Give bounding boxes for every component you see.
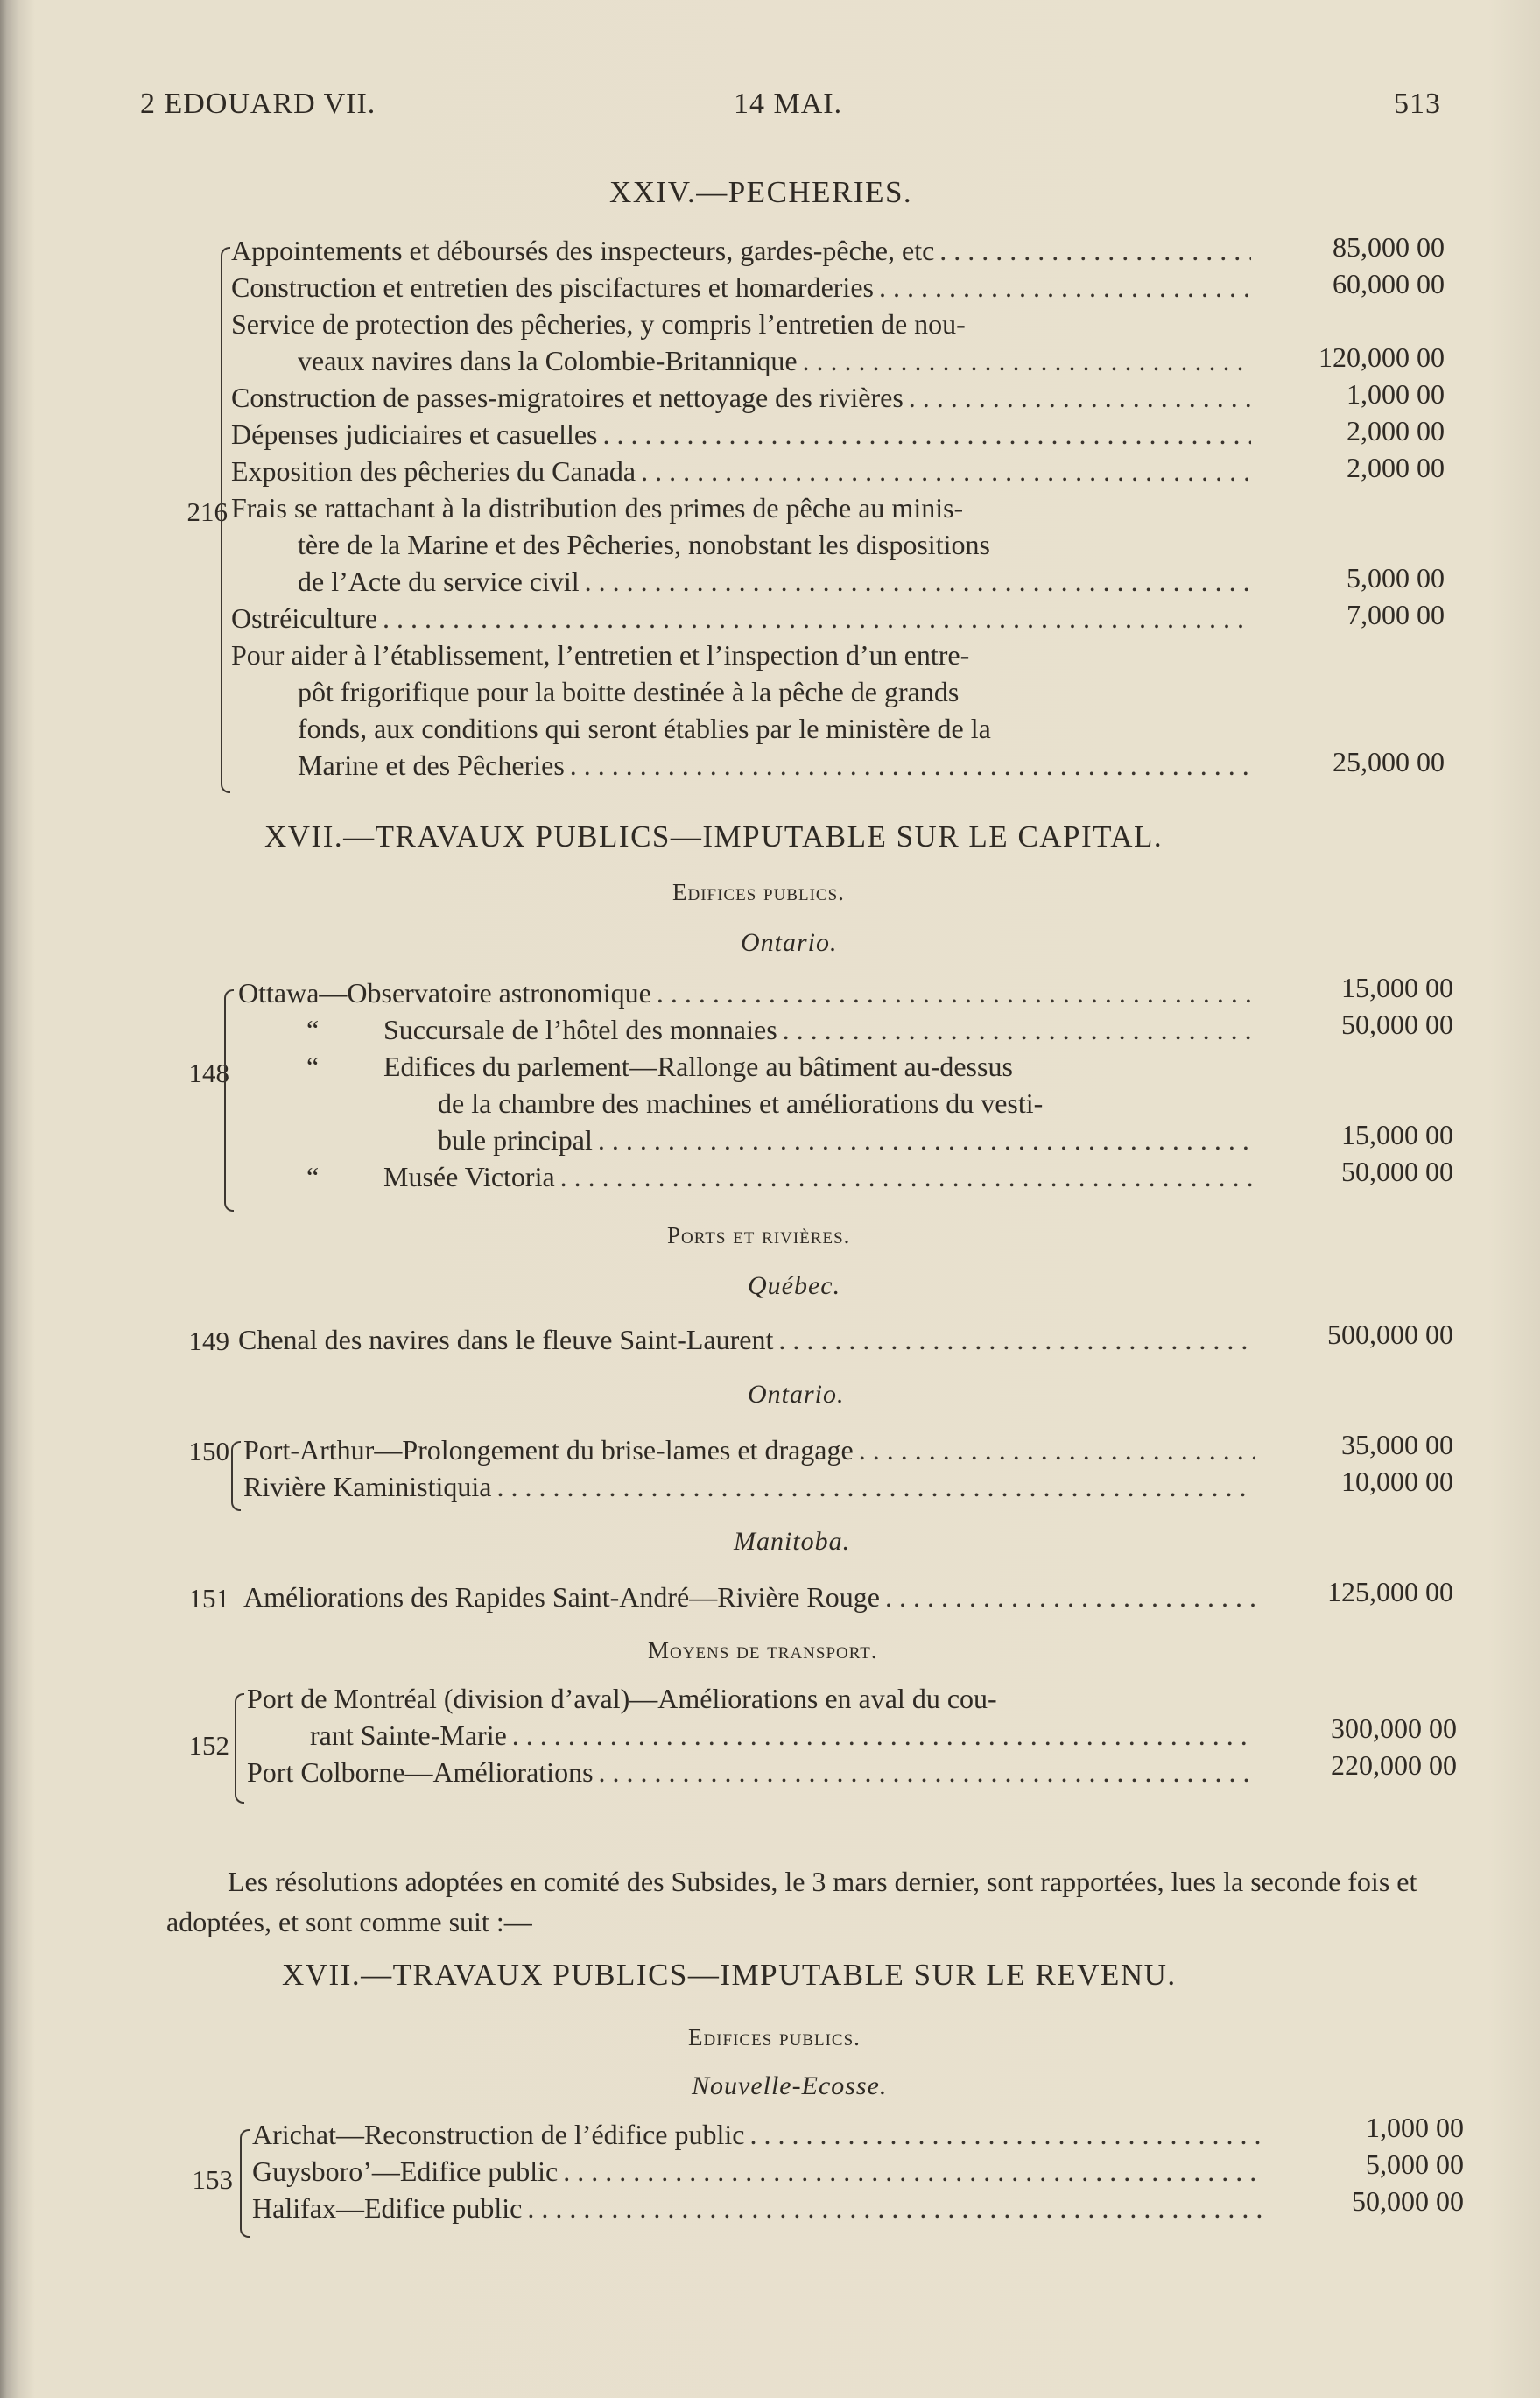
province-heading: Québec. xyxy=(748,1271,841,1300)
entry-amount: 50,000 00 xyxy=(1341,1156,1453,1187)
entry-amount: 125,000 00 xyxy=(1327,1576,1453,1607)
entry-amount: 300,000 00 xyxy=(1331,1712,1457,1744)
entry-line: Arichat—Reconstruction de l’édifice public . . . xyxy=(252,2119,1264,2151)
subheading-ports: Ports et rivières. xyxy=(667,1222,851,1248)
page-number: 513 xyxy=(1394,88,1441,120)
brace-150 xyxy=(231,1441,241,1511)
entry-line: Dépenses judiciaires et casuelles . . . xyxy=(231,418,1251,451)
brace-216 xyxy=(221,247,230,793)
entry-line: Musée Victoria . . . xyxy=(383,1161,1255,1193)
entry-amount: 220,000 00 xyxy=(1331,1749,1457,1781)
entry-line: Service de protection des pêcheries, y compris l’entretien de nou- xyxy=(231,308,966,340)
entry-amount: 7,000 00 xyxy=(1347,599,1445,630)
entry-line: Succursale de l’hôtel des monnaies . . . xyxy=(383,1014,1255,1046)
entry-amount: 1,000 00 xyxy=(1347,378,1445,410)
entry-line: Ottawa—Observatoire astronomique . . . xyxy=(238,977,1255,1009)
entry-line: Exposition des pêcheries du Canada . . . xyxy=(231,455,1251,488)
entry-line: rant Sainte-Marie . . . xyxy=(310,1719,1255,1752)
entry-line: tère de la Marine et des Pêcheries, nonobstant les dispositions xyxy=(298,529,990,560)
entry-line: Construction et entretien des piscifactures et homarderies . . . xyxy=(231,271,1251,304)
entry-amount: 15,000 00 xyxy=(1341,972,1453,1003)
entry-line: Port-Arthur—Prolongement du brise-lames et dragage . . . xyxy=(243,1434,1255,1466)
province-heading: Ontario. xyxy=(741,928,838,957)
entry-amount: 2,000 00 xyxy=(1347,415,1445,447)
entry-line: Port de Montréal (division d’aval)—Améliorations en aval du cou- xyxy=(247,1683,997,1714)
running-header-left: 2 EDOUARD VII. xyxy=(140,88,376,120)
entry-amount: 5,000 00 xyxy=(1347,562,1445,594)
item-number-216: 216 xyxy=(186,496,228,527)
section-title-revenue: XVII.—TRAVAUX PUBLICS—IMPUTABLE SUR LE REVENU. xyxy=(282,1958,1177,1992)
province-heading: Manitoba. xyxy=(734,1527,851,1556)
entry-line: veaux navires dans la Colombie-Britannique . . . xyxy=(298,345,1251,377)
entry-amount: 120,000 00 xyxy=(1318,341,1445,373)
item-number-151: 151 xyxy=(188,1583,229,1614)
entry-line: Halifax—Edifice public . . . xyxy=(252,2192,1264,2225)
entry-amount: 1,000 00 xyxy=(1366,2112,1464,2143)
item-number-148: 148 xyxy=(188,1058,229,1088)
entry-line: de la chambre des machines et améliorations du vesti- xyxy=(438,1087,1044,1119)
province-heading: Ontario. xyxy=(748,1380,845,1409)
resolution-paragraph: Les résolutions adoptées en comité des Subsides, le 3 mars dernier, sont rapportées, lues la seconde fois et adoptées, et sont comme suit :— xyxy=(166,1866,1417,1937)
entry-line: Edifices du parlement—Rallonge au bâtiment au-dessus xyxy=(383,1051,1013,1082)
section-title-capital: XVII.—TRAVAUX PUBLICS—IMPUTABLE SUR LE CAPITAL. xyxy=(264,819,1164,854)
ditto-mark: “ xyxy=(306,1051,320,1082)
entry-line: pôt frigorifique pour la boitte destinée à la pêche de grands xyxy=(298,676,960,707)
brace-153 xyxy=(240,2129,250,2238)
item-number-152: 152 xyxy=(188,1730,229,1761)
entry-line: Marine et des Pêcheries . . . xyxy=(298,749,1251,782)
entry-line: Rivière Kaministiquia . . . xyxy=(243,1471,1255,1503)
entry-line: Améliorations des Rapides Saint-André—Rivière Rouge . . . xyxy=(243,1581,1255,1614)
entry-amount: 50,000 00 xyxy=(1352,2185,1464,2217)
entry-amount: 2,000 00 xyxy=(1347,452,1445,483)
entry-amount: 5,000 00 xyxy=(1366,2148,1464,2180)
entry-line: bule principal . . . xyxy=(438,1124,1255,1157)
item-number-150: 150 xyxy=(188,1436,229,1466)
entry-amount: 50,000 00 xyxy=(1341,1009,1453,1040)
entry-amount: 10,000 00 xyxy=(1341,1466,1453,1497)
item-number-153: 153 xyxy=(192,2164,233,2195)
entry-line: Ostréiculture . . . xyxy=(231,602,1251,635)
entry-line: fonds, aux conditions qui seront établies par le ministère de la xyxy=(298,713,991,744)
entry-amount: 25,000 00 xyxy=(1333,746,1445,777)
entry-line: Chenal des navires dans le fleuve Saint-Laurent . . . xyxy=(238,1324,1255,1356)
section-title-pecheries: XXIV.—PECHERIES. xyxy=(609,175,913,209)
entry-line: Guysboro’—Edifice public . . . xyxy=(252,2155,1264,2188)
running-header-date: 14 MAI. xyxy=(734,88,843,120)
entry-amount: 500,000 00 xyxy=(1327,1319,1453,1350)
entry-line: Port Colborne—Améliorations . . . xyxy=(247,1756,1255,1789)
entry-amount: 15,000 00 xyxy=(1341,1119,1453,1150)
ditto-mark: “ xyxy=(306,1161,320,1192)
entry-line: Construction de passes-migratoires et nettoyage des rivières . . . xyxy=(231,382,1251,414)
subheading-edifices: Edifices publics. xyxy=(688,2024,861,2050)
brace-148 xyxy=(224,989,234,1212)
subheading-edifices: Edifices publics. xyxy=(672,879,845,905)
entry-line: Appointements et déboursés des inspecteurs, gardes-pêche, etc . . . xyxy=(231,235,1251,267)
province-heading: Nouvelle-Ecosse. xyxy=(692,2071,888,2100)
item-number-149: 149 xyxy=(188,1326,229,1356)
subheading-transport: Moyens de transport. xyxy=(648,1637,878,1663)
entry-amount: 85,000 00 xyxy=(1333,231,1445,263)
entry-line: Frais se rattachant à la distribution des primes de pêche au minis- xyxy=(231,492,964,524)
entry-line: de l’Acte du service civil . . . xyxy=(298,566,1251,598)
entry-amount: 60,000 00 xyxy=(1333,268,1445,299)
entry-amount: 35,000 00 xyxy=(1341,1429,1453,1460)
brace-152 xyxy=(235,1693,244,1804)
entry-line: Pour aider à l’établissement, l’entretien et l’inspection d’un entre- xyxy=(231,639,970,671)
ditto-mark: “ xyxy=(306,1014,320,1045)
